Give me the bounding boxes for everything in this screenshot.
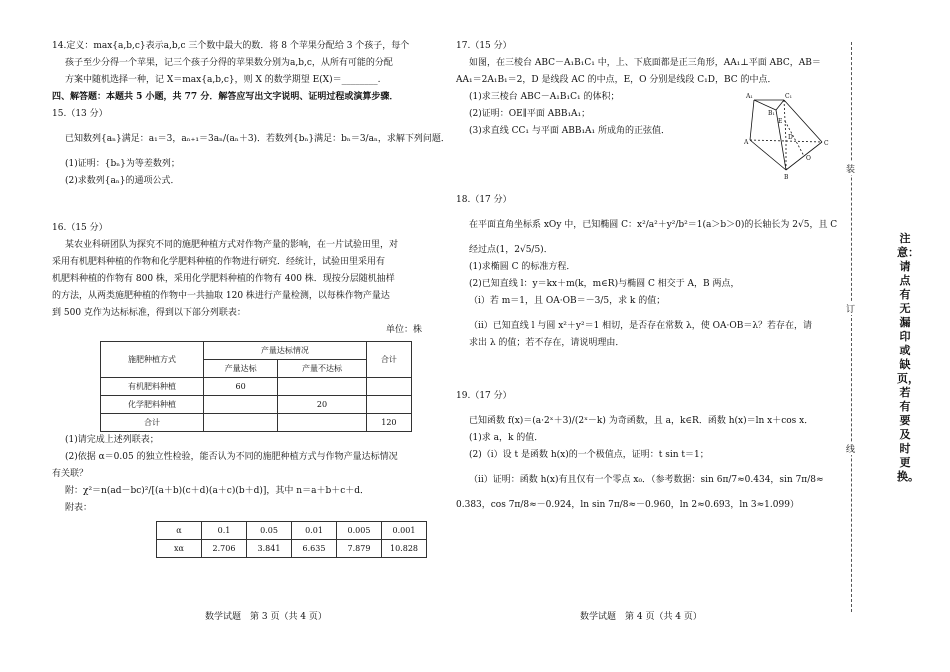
- q19-stem: 已知函数 f(x)＝(a·2ˣ＋3)/(2ˣ－k) 为奇函数，且 a，k∈R．函数 h(x)＝ln x＋cos x．: [469, 416, 814, 426]
- q16-part-2-cont: 有关联？: [52, 469, 89, 479]
- q18-part-2: (2)已知直线 l：y＝kx＋m(k，m∈R)与椭圆 C 相交于 A，B 两点，: [469, 279, 740, 289]
- q14-line-3: 方案中随机选择一种，记 X＝max{a,b,c}，则 X 的数学期望 E(X)＝________.: [65, 75, 381, 85]
- table-row: [101, 414, 412, 432]
- binding-line: [851, 42, 852, 612]
- table-cell: 2.706: [202, 540, 247, 558]
- binding-mark-1: 装: [846, 162, 855, 175]
- table-header-fail: 产量不达标: [278, 360, 367, 378]
- q16-line-5: 到 500 克作为达标标准，得到以下部分列联表：: [52, 308, 246, 318]
- table-header-pass: 产量达标: [204, 360, 278, 378]
- table-cell: 120: [366, 414, 411, 432]
- q16-part-2: (2)依据 α＝0.05 的独立性检验，能否认为不同的施肥种植方式与作物产量达标情况: [65, 452, 398, 462]
- contingency-table: [100, 341, 412, 432]
- table-cell: 0.1: [202, 522, 247, 540]
- table-cell: [204, 396, 278, 414]
- q18-stem-cont: 经过点(1，2√5/5)．: [469, 245, 553, 255]
- q17-part-1: (1)求三棱台 ABC－A₁B₁C₁ 的体积；: [469, 92, 620, 102]
- q18-stem: 在平面直角坐标系 xOy 中，已知椭圆 C：x²/a²＋y²/b²＝1(a＞b＞0)的长轴长为 2√5，且 C: [469, 220, 838, 230]
- table-cell: 10.828: [382, 540, 427, 558]
- q16-title: 16.（15 分）: [52, 223, 108, 233]
- fig-label-b: B: [784, 174, 789, 181]
- table-cell: xα: [157, 540, 202, 558]
- q18-part-2-i: （i）若 m＝1，且 OA·OB＝－3/5，求 k 的值；: [469, 296, 666, 306]
- table-cell: [278, 378, 367, 396]
- table-cell: [366, 396, 411, 414]
- q17-line-1: 如图，在三棱台 ABC－A₁B₁C₁ 中，上、下底面都是正三角形，AA₁⊥平面 ABC，AB＝: [469, 58, 821, 68]
- q16-line-3: 机肥料种植的作物有 800 株，采用化学肥料种植的作物有 400 株．现按分层随机抽样: [52, 274, 395, 284]
- table-cell: 化学肥料种植: [101, 396, 204, 414]
- q19-part-2-ii: （ii）证明：函数 h(x)有且仅有一个零点 x₀．（参考数据：sin 6π/7≈0.434，sin 7π/8≈: [469, 475, 824, 485]
- table-cell: α: [157, 522, 202, 540]
- q18-part-2-ii: （ii）已知直线 l 与圆 x²＋y²＝1 相切，是否存在常数 λ，使 OA·OB＝λ？若存在，请: [469, 321, 813, 331]
- frustum-figure: [744, 88, 836, 184]
- q18-part-1: (1)求椭圆 C 的标准方程．: [469, 262, 576, 272]
- q14-line-2: 孩子至少分得一个苹果，记三个孩子分得的苹果数分别为a,b,c，从所有可能的分配: [65, 58, 393, 68]
- q17-title: 17.（15 分）: [456, 41, 512, 51]
- q16-line-1: 某农业科研团队为探究不同的施肥种植方式对作物产量的影响，在一片试验田里，对: [65, 240, 399, 250]
- fig-label-a: A: [744, 139, 749, 146]
- table-row: [101, 396, 412, 414]
- table-cell: 20: [278, 396, 367, 414]
- q15-part-1: (1)证明：{bₙ}为等差数列；: [65, 159, 180, 169]
- table-header-method: 施肥种植方式: [101, 342, 204, 378]
- fig-label-b1: B₁: [768, 110, 775, 117]
- fig-label-e: E: [778, 118, 783, 125]
- appendix-label: 附表：: [65, 503, 93, 513]
- table-cell: 0.005: [337, 522, 382, 540]
- section-heading: 四、解答题：本题共 5 小题，共 77 分．解答应写出文字说明、证明过程或演算步骤．: [52, 92, 399, 102]
- table-cell: 有机肥料种植: [101, 378, 204, 396]
- q17-part-3: (3)求直线 CC₁ 与平面 ABB₁A₁ 所成角的正弦值．: [469, 126, 671, 136]
- fig-label-o: O: [806, 155, 811, 162]
- left-column: [52, 38, 450, 558]
- fig-label-c1: C₁: [785, 93, 792, 100]
- table-cell: 7.879: [337, 540, 382, 558]
- q16-line-4: 的方法，从两类施肥种植的作物中一共抽取 120 株进行产量检测，以每株作物产量达: [52, 291, 390, 301]
- table-cell: 6.635: [292, 540, 337, 558]
- q18-part-2-ii-cont: 求出 λ 的值；若不存在，请说明理由．: [469, 338, 625, 348]
- table-cell: [204, 414, 278, 432]
- q17-line-2: AA₁＝2A₁B₁＝2，D 是线段 AC 的中点，E，O 分别是线段 C₁D，BC 的中点．: [456, 75, 777, 85]
- table-cell: 0.01: [292, 522, 337, 540]
- q18-title: 18.（17 分）: [456, 195, 512, 205]
- q15-title: 15.（13 分）: [52, 109, 108, 119]
- notice-text: 注意：请点有无漏印或缺页，若有要及时更换。: [897, 232, 919, 483]
- table-cell: 0.001: [382, 522, 427, 540]
- table-cell: [366, 378, 411, 396]
- unit-label: 单位：株: [385, 325, 422, 335]
- binding-mark-2: 订: [846, 302, 855, 315]
- fig-label-a1: A₁: [746, 93, 753, 100]
- q16-part-1: (1)请完成上述列联表；: [65, 435, 159, 445]
- q19-part-1: (1)求 a，k 的值．: [469, 433, 544, 443]
- table-cell: 3.841: [247, 540, 292, 558]
- table-cell: [278, 414, 367, 432]
- q15-part-2: (2)求数列{aₙ}的通项公式．: [65, 176, 180, 186]
- q19-reference-data: 0.383，cos 7π/8≈－0.924，ln sin 7π/8≈－0.960，ln 2≈0.693，ln 3≈1.099）: [456, 500, 799, 510]
- q19-title: 19.（17 分）: [456, 391, 512, 401]
- table-row: [157, 522, 427, 540]
- page-footer-right: 数学试题 第 4 页（共 4 页）: [580, 612, 702, 622]
- table-cell: 0.05: [247, 522, 292, 540]
- table-cell: 60: [204, 378, 278, 396]
- table-header-total: 合计: [366, 342, 411, 378]
- q16-line-2: 采用有机肥料种植的作物和化学肥料种植的作物进行研究．经统计，试验田里采用有: [52, 257, 386, 267]
- q15-stem: 已知数列{aₙ}满足：a₁＝3，aₙ₊₁＝3aₙ/(aₙ＋3)．若数列{bₙ}满足：bₙ＝3/aₙ，求解下列问题．: [65, 134, 450, 144]
- q19-part-2-i: (2)（i）设 t 是函数 h(x)的一个极值点，证明：t sin t＝1；: [469, 450, 709, 460]
- fig-label-c: C: [824, 140, 829, 147]
- fig-label-d: D: [788, 134, 793, 141]
- chi-square-formula: 附：χ²＝n(ad－bc)²/[(a＋b)(c＋d)(a＋c)(b＋d)]，其中 n＝a＋b＋c＋d．: [65, 486, 370, 496]
- critical-value-table: [156, 521, 427, 558]
- page-footer-left: 数学试题 第 3 页（共 4 页）: [205, 612, 327, 622]
- table-header-group: 产量达标情况: [204, 342, 367, 360]
- binding-mark-3: 线: [846, 442, 855, 455]
- table-row: [157, 540, 427, 558]
- table-row: [101, 378, 412, 396]
- q17-part-2: (2)证明：OE∥平面 ABB₁A₁；: [469, 109, 591, 119]
- q14-line-1: 14.定义：max{a,b,c}表示a,b,c 三个数中最大的数．将 8 个苹果分配给 3 个孩子，每个: [52, 41, 410, 51]
- table-cell: 合计: [101, 414, 204, 432]
